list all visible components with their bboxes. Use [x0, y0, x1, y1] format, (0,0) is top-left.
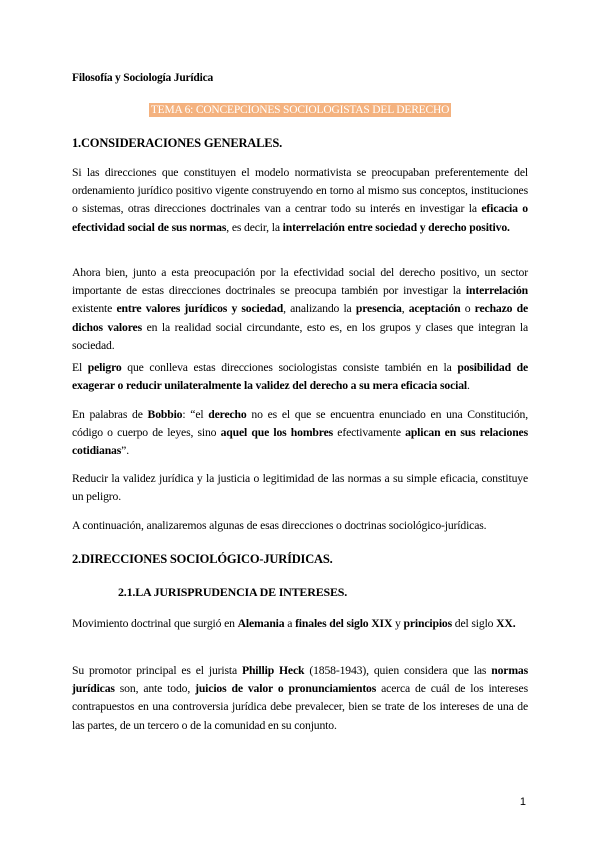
paragraph-3	[72, 359, 528, 395]
text-run: El	[72, 361, 88, 374]
text-run: , analizando la	[283, 302, 356, 316]
text-run: efectivamente	[333, 426, 406, 440]
page-number: 1	[519, 796, 526, 808]
section-heading-2: 2.DIRECCIONES SOCIOLÓGICO-JURÍDICAS.	[72, 552, 333, 566]
text-run: que conlleva estas direcciones sociologistas consiste también en la	[121, 361, 458, 374]
subsection-heading-2-1: 2.1.LA JURISPRUDENCIA DE INTERESES.	[118, 585, 348, 599]
bold-run: finales del siglo XIX	[295, 617, 393, 630]
bold-run: derecho	[208, 408, 247, 421]
text-run: Si las direcciones que constituyen el modelo normativista se preocupaban preferentemente del ordenamiento jurídico positivo vigente construyendo en torno al mismo sus conceptos, instituciones o sistemas, otras direcciones doctrinales van a centrar todo su interés en investigar la	[72, 166, 528, 216]
text-run: En palabras de	[72, 408, 148, 421]
bold-run: aplican en sus relaciones cotidianas	[72, 426, 528, 458]
bold-run: interrelación	[465, 284, 528, 298]
paragraph-7	[72, 615, 528, 633]
tema-title-wrap	[0, 100, 600, 118]
bold-run: aceptación	[408, 302, 461, 316]
bold-run: presencia	[355, 302, 402, 316]
text-run: Su promotor principal es el jurista	[72, 664, 242, 677]
text-run: : “el	[182, 408, 209, 421]
paragraph-8	[72, 662, 528, 735]
bold-run: principios	[403, 617, 453, 630]
bold-run: rechazo de dichos valores	[72, 302, 528, 334]
text-run: del siglo	[452, 617, 497, 630]
bold-run: Bobbio	[147, 408, 183, 421]
text-run: .	[467, 379, 470, 393]
paragraph-5	[72, 470, 528, 506]
text-run: existente	[72, 302, 117, 316]
text-run: o	[460, 302, 475, 316]
bold-run: posibilidad de exagerar o reducir unilateralmente la validez del derecho a su mera eficacia social	[72, 361, 529, 393]
text-run: Ahora bien, junto a esta preocupación por la efectividad social del derecho positivo, un sector importante de estas direcciones doctrinales se preocupa también por investigar la	[72, 266, 528, 298]
bold-run: Phillip Heck	[241, 664, 305, 677]
bold-run: XX.	[496, 617, 516, 630]
text-run: no es el que se encuentra enunciado en una Constitución, código o cuerpo de leyes, sino	[72, 408, 529, 440]
paragraph-4	[72, 406, 528, 461]
text-run: a	[284, 617, 296, 630]
paragraph-6	[72, 517, 528, 535]
bold-run: entre valores jurídicos y sociedad	[116, 302, 284, 316]
tema-title: TEMA 6: CONCEPCIONES SOCIOLOGISTAS DEL DERECHO	[150, 104, 450, 116]
bold-run: normas jurídicas	[72, 664, 528, 696]
text-run: Movimiento doctrinal que surgió en	[72, 617, 238, 630]
section-heading-1: 1.CONSIDERACIONES GENERALES.	[72, 136, 283, 150]
text-run: ”.	[121, 444, 129, 458]
text-run: , es decir, la	[226, 220, 283, 234]
text-run: acerca de cuál de los intereses contrapuestos en una controversia jurídica debe prevalecer, bien se trate de los intereses de una de las partes, de un tercero o de la comunidad en su conjunto.	[72, 682, 528, 732]
text-run: (1858-1943), quien considera que las	[304, 664, 492, 677]
bold-run: interrelación entre sociedad y derecho positivo.	[282, 220, 510, 234]
text-run: Reducir la validez jurídica y la justicia o legitimidad de las normas a su simple eficacia, constituye un peligro.	[72, 472, 528, 504]
document-header: Filosofía y Sociología Jurídica	[72, 72, 214, 84]
bold-run: Alemania	[237, 617, 285, 630]
bold-run: juicios de valor o pronunciamientos	[195, 682, 377, 696]
bold-run: eficacia o efectividad social de sus normas	[72, 202, 528, 234]
text-run: ,	[401, 302, 409, 316]
paragraph-2	[72, 264, 528, 355]
text-run: son, ante todo,	[114, 682, 196, 696]
bold-run: peligro	[87, 361, 122, 374]
paragraph-1	[72, 164, 528, 237]
text-run: y	[392, 617, 404, 630]
bold-run: aquel que los hombres	[220, 426, 334, 440]
text-run: en la realidad social circundante, esto es, en los grupos y clases que integran la sociedad.	[72, 320, 529, 352]
text-run: A continuación, analizaremos algunas de esas direcciones o doctrinas sociológico-jurídicas.	[72, 519, 487, 532]
